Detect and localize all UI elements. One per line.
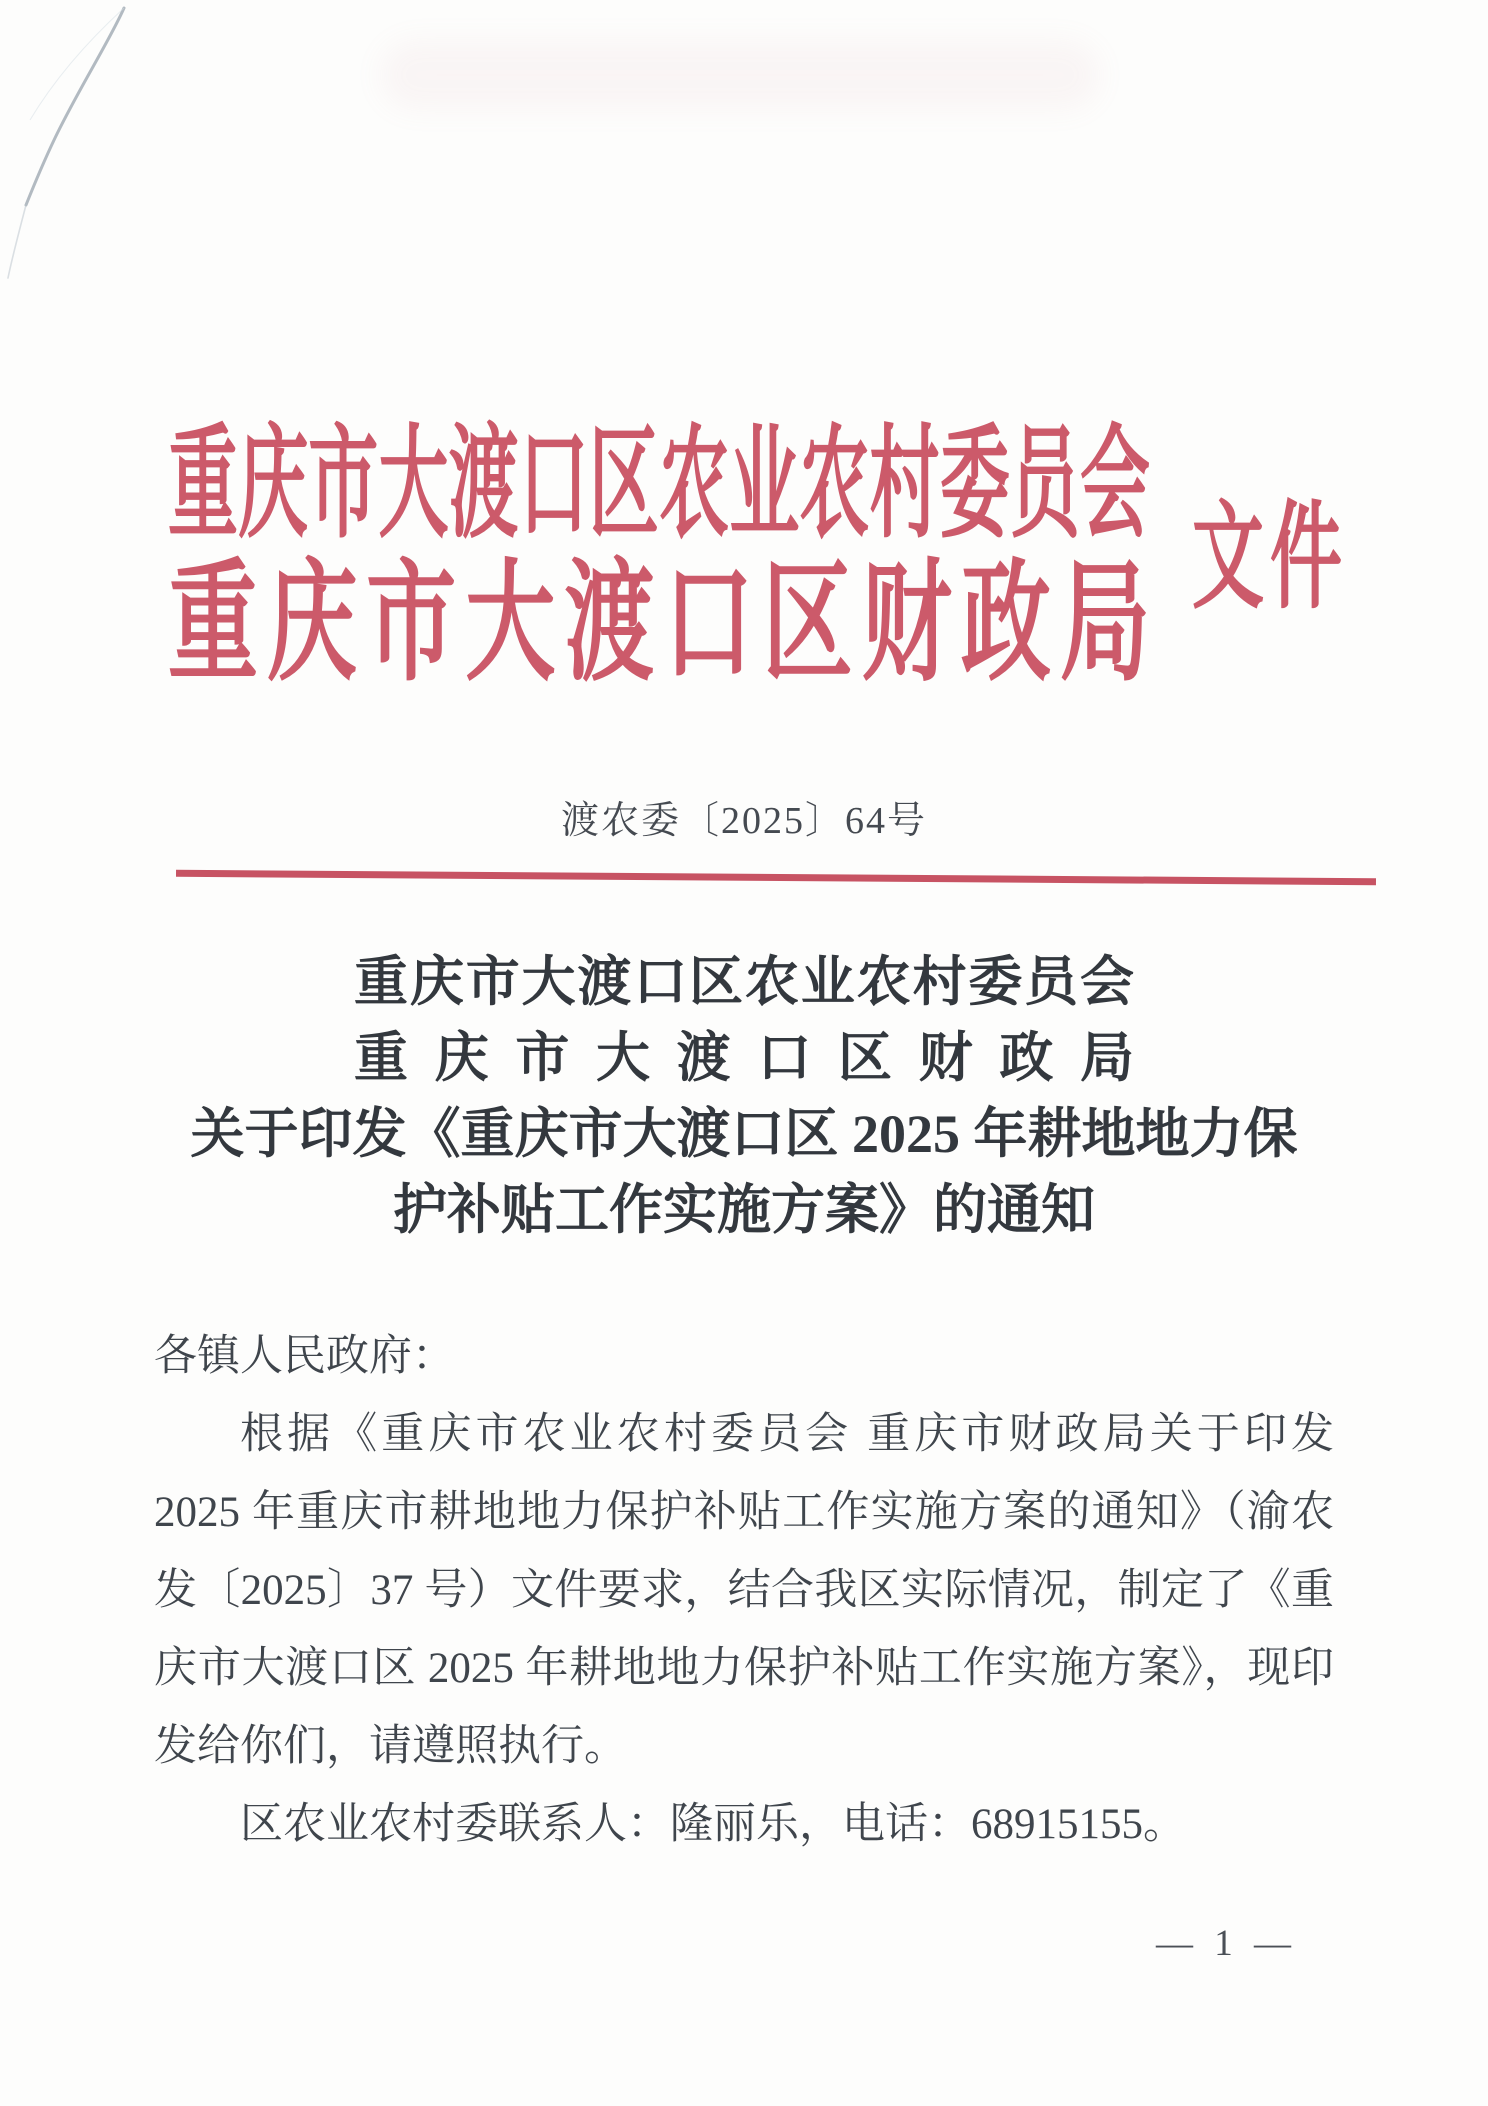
page-number: — 1 — — [1156, 1923, 1297, 1964]
letterhead-org-line-2: 重庆市大渡口区财政局 — [168, 552, 1150, 698]
letterhead-org-names — [168, 419, 1150, 698]
letterhead-doc-type-label: 文件 — [1192, 493, 1349, 624]
title-line-1: 重庆市大渡口区农业农村委员会 — [354, 952, 1134, 1012]
scan-smudge-artifact — [380, 40, 1100, 110]
document-number: 渡农委〔2025〕64号 — [560, 800, 927, 842]
salutation: 各镇人民政府： — [154, 1333, 455, 1380]
red-divider-line — [176, 870, 1376, 885]
body-paragraph-2: 区农业农村委联系人：隆丽乐，电话：68915155。 — [240, 1801, 1186, 1848]
title-line-3: 关于印发《重庆市大渡口区 2025 年耕地地力保 — [190, 1104, 1298, 1164]
letterhead — [168, 419, 1358, 698]
title-line-2: 重庆市大渡口区财政局 — [354, 1028, 1134, 1088]
scan-crease-artifact — [0, 0, 160, 280]
letterhead-org-line-1: 重庆市大渡口区农业农村委员会 — [168, 419, 1150, 554]
title-line-4: 护补贴工作实施方案》的通知 — [393, 1180, 1095, 1240]
notice-title — [154, 944, 1334, 1248]
body-paragraph-1: 根据《重庆市农业农村委员会 重庆市财政局关于印发 2025 年重庆市耕地地力保护补贴工作实施方案的通知》（渝农发〔2025〕37 号）文件要求，结合我区实际情况，制定了《重庆市大渡口区 2025 年耕地地力保护补贴工作实施方案》，现印发给你们，请遵照执行。 — [154, 1411, 1334, 1770]
notice-body — [154, 1318, 1334, 1864]
